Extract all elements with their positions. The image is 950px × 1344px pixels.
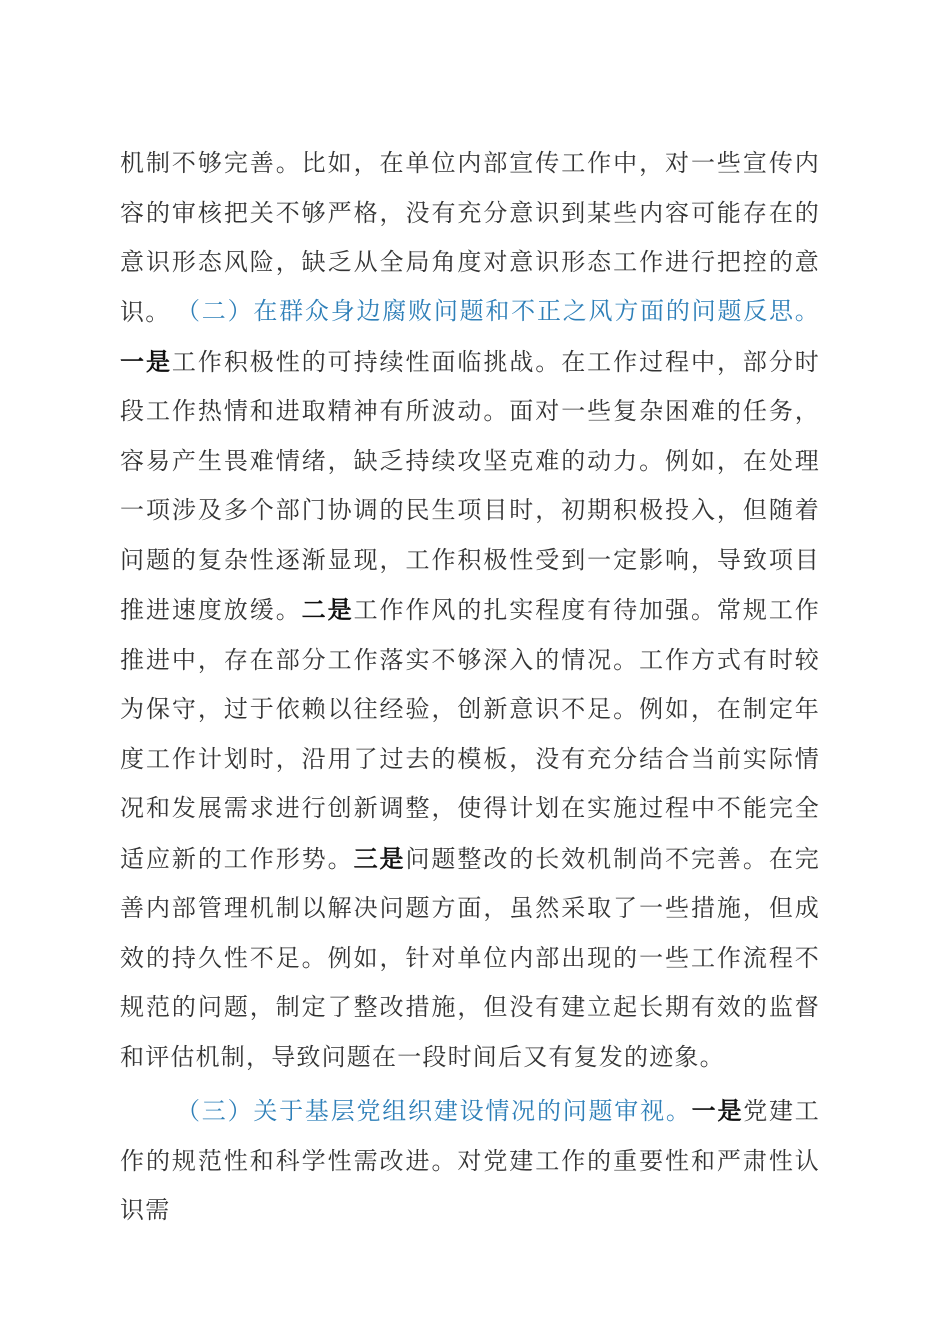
paragraph-1-text: 机制不够完善。比如，在单位内部宣传工作中，对一些宣传内容的审核把关不够严格，没有充分意识到某些内容可能存在的意识形态风险，缺乏从全局角度对意识形态工作进行把控的意识。 (120, 149, 820, 326)
section-heading-3: （三）关于基层党组织建设情况的问题审视。 (176, 1097, 692, 1125)
item-text: 问题整改的长效机制尚不完善。在完善内部管理机制以解决问题方面，虽然采取了一些措施，但成效的持久性不足。例如，针对单位内部出现的一些工作流程不规范的问题，制定了整改措施，但没有建立起长期有效的监督和评估机制，导致问题在一段时间后又有复发的迹象。 (120, 844, 820, 1071)
item-text: 工作积极性的可持续性面临挑战。在工作过程中，部分时段工作热情和进取精神有所波动。面对一些复杂困难的任务，容易产生畏难情绪，缺乏持续攻坚克难的动力。例如，在处理一项涉及多个部门协调的民生项目时，初期积极投入，但随着问题的复杂性逐渐显现，工作积极性受到一定影响，导致项目推进速度放缓。 (120, 347, 821, 624)
item-marker: 一是 (691, 1096, 744, 1125)
item-marker: 三是 (353, 843, 406, 873)
item-text: 党建工作的规范性和科学性需改进。对党建工作的重要性和严肃性认识需 (120, 1097, 820, 1224)
paragraph-3 (120, 1086, 820, 1236)
item-marker: 一是 (120, 346, 172, 376)
section-heading-2: （二）在群众身边腐败问题和不正之风方面的问题反思。 (176, 297, 820, 325)
paragraph-3-text (120, 1086, 820, 1236)
item-text: 工作作风的扎实程度有待加强。常规工作推进中，存在部分工作落实不够深入的情况。工作方式有时较为保守，过于依赖以往经验，创新意识不足。例如，在制定年度工作计划时，沿用了过去的模板，没有充分结合当前实际情况和发展需求进行创新调整，使得计划在实施过程中不能完全适应新的工作形势。 (120, 596, 820, 873)
item-marker: 二是 (301, 595, 354, 624)
paragraph-2-text (120, 287, 820, 1082)
paragraph-2 (120, 287, 820, 1082)
